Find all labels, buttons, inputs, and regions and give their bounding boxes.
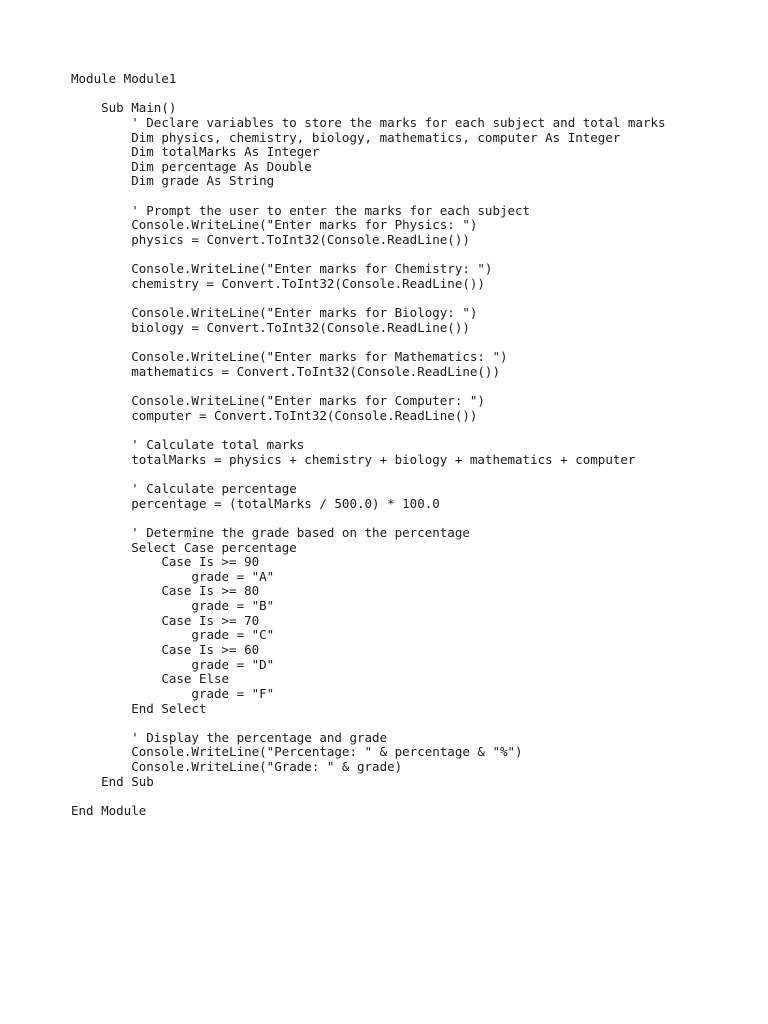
code-line [71, 379, 666, 394]
code-text: End Module [71, 803, 147, 819]
code-line [71, 658, 666, 673]
code-text: grade = "D" [191, 656, 275, 672]
code-line [71, 760, 666, 775]
code-text: Dim physics, chemistry, biology, mathematics, computer As Integer [131, 129, 621, 145]
code-line [71, 189, 666, 204]
code-line [71, 204, 666, 219]
code-text: Case Is >= 60 [161, 641, 260, 657]
code-indent [71, 583, 161, 598]
code-indent [71, 627, 191, 642]
code-line [71, 292, 666, 307]
code-indent [71, 159, 131, 174]
code-line [71, 423, 666, 438]
code-text: Select Case percentage [131, 539, 297, 555]
code-line [71, 804, 666, 819]
code-indent [71, 173, 131, 188]
code-line [71, 174, 666, 189]
code-text: End Sub [101, 773, 154, 789]
code-indent [71, 115, 131, 130]
code-indent [71, 276, 131, 291]
code-line [71, 350, 666, 365]
code-text: physics = Convert.ToInt32(Console.ReadLine()) [131, 232, 470, 248]
code-indent [71, 232, 131, 247]
code-line [71, 731, 666, 746]
code-line [71, 789, 666, 804]
code-line [71, 555, 666, 570]
code-indent [71, 130, 131, 145]
code-line [71, 218, 666, 233]
code-text: Console.WriteLine("Enter marks for Chemistry: ") [131, 261, 493, 277]
code-line [71, 101, 666, 116]
code-indent [71, 744, 131, 759]
code-text: percentage = (totalMarks / 500.0) * 100.0 [131, 495, 440, 511]
code-text: mathematics = Convert.ToInt32(Console.ReadLine()) [131, 363, 500, 379]
code-line [71, 248, 666, 263]
code-indent [71, 657, 191, 672]
code-line [71, 277, 666, 292]
code-indent [71, 452, 131, 467]
code-text: ' Determine the grade based on the percentage [131, 524, 470, 540]
code-indent [71, 525, 131, 540]
code-line [71, 321, 666, 336]
code-text: Case Else [161, 671, 230, 687]
code-text: ' Prompt the user to enter the marks for each subject [131, 202, 531, 218]
code-text: biology = Convert.ToInt32(Console.ReadLine()) [131, 319, 470, 335]
code-indent [71, 569, 191, 584]
code-indent [71, 686, 191, 701]
code-indent [71, 217, 131, 232]
code-line [71, 643, 666, 658]
code-line [71, 72, 666, 87]
code-text: grade = "F" [191, 685, 275, 701]
code-indent [71, 349, 131, 364]
code-text: Console.WriteLine("Enter marks for Computer: ") [131, 393, 485, 409]
code-indent [71, 642, 161, 657]
code-text: Console.WriteLine("Enter marks for Biology: ") [131, 305, 478, 321]
code-line [71, 702, 666, 717]
code-line [71, 131, 666, 146]
code-line [71, 716, 666, 731]
code-text: Module Module1 [71, 71, 177, 86]
code-line [71, 336, 666, 351]
code-text: computer = Convert.ToInt32(Console.ReadLine()) [131, 407, 478, 423]
code-text: chemistry = Convert.ToInt32(Console.ReadLine()) [131, 275, 485, 291]
code-line [71, 672, 666, 687]
code-text: ' Calculate total marks [131, 437, 305, 453]
code-line [71, 628, 666, 643]
code-indent [71, 100, 101, 115]
code-text: Case Is >= 80 [161, 583, 260, 599]
code-text: Case Is >= 90 [161, 554, 260, 570]
code-line [71, 614, 666, 629]
code-line [71, 365, 666, 380]
code-line [71, 745, 666, 760]
code-line [71, 306, 666, 321]
code-indent [71, 540, 131, 555]
code-text: grade = "B" [191, 598, 275, 614]
code-indent [71, 774, 101, 789]
code-text: grade = "C" [191, 627, 275, 643]
code-text: Dim percentage As Double [131, 158, 312, 174]
code-indent [71, 598, 191, 613]
code-text: Dim grade As String [131, 173, 275, 189]
code-indent [71, 261, 131, 276]
code-indent [71, 613, 161, 628]
code-indent [71, 496, 131, 511]
code-line [71, 116, 666, 131]
code-line [71, 262, 666, 277]
code-line [71, 599, 666, 614]
code-text: Sub Main() [101, 100, 177, 116]
code-indent [71, 759, 131, 774]
code-line [71, 687, 666, 702]
code-indent [71, 437, 131, 452]
code-line [71, 467, 666, 482]
code-text: ' Calculate percentage [131, 480, 297, 496]
code-line [71, 497, 666, 512]
code-indent [71, 408, 131, 423]
code-indent [71, 701, 131, 716]
code-indent [71, 393, 131, 408]
code-text: Console.WriteLine("Grade: " & grade) [131, 759, 403, 775]
code-line [71, 438, 666, 453]
code-indent [71, 364, 131, 379]
code-line [71, 453, 666, 468]
code-line [71, 409, 666, 424]
code-text: Console.WriteLine("Enter marks for Mathematics: ") [131, 349, 508, 365]
code-text: Dim totalMarks As Integer [131, 144, 320, 160]
code-indent [71, 730, 131, 745]
code-line [71, 775, 666, 790]
code-line [71, 394, 666, 409]
code-text: Case Is >= 70 [161, 612, 260, 628]
code-indent [71, 481, 131, 496]
code-line [71, 541, 666, 556]
code-text: grade = "A" [191, 568, 275, 584]
code-text: totalMarks = physics + chemistry + biology + mathematics + computer [131, 451, 636, 467]
code-line [71, 87, 666, 102]
code-indent [71, 203, 131, 218]
code-line [71, 584, 666, 599]
code-indent [71, 144, 131, 159]
code-text: ' Declare variables to store the marks for each subject and total marks [131, 114, 666, 130]
code-indent [71, 554, 161, 569]
code-line [71, 526, 666, 541]
code-listing [71, 72, 666, 819]
code-text: Console.WriteLine("Percentage: " & percentage & "%") [131, 744, 523, 760]
code-line [71, 160, 666, 175]
code-indent [71, 305, 131, 320]
code-text: Console.WriteLine("Enter marks for Physics: ") [131, 217, 478, 233]
code-text: End Select [131, 700, 207, 716]
code-line [71, 482, 666, 497]
code-indent [71, 320, 131, 335]
code-text: ' Display the percentage and grade [131, 729, 388, 745]
code-indent [71, 671, 161, 686]
code-line [71, 233, 666, 248]
code-line [71, 570, 666, 585]
code-line [71, 145, 666, 160]
code-line [71, 511, 666, 526]
